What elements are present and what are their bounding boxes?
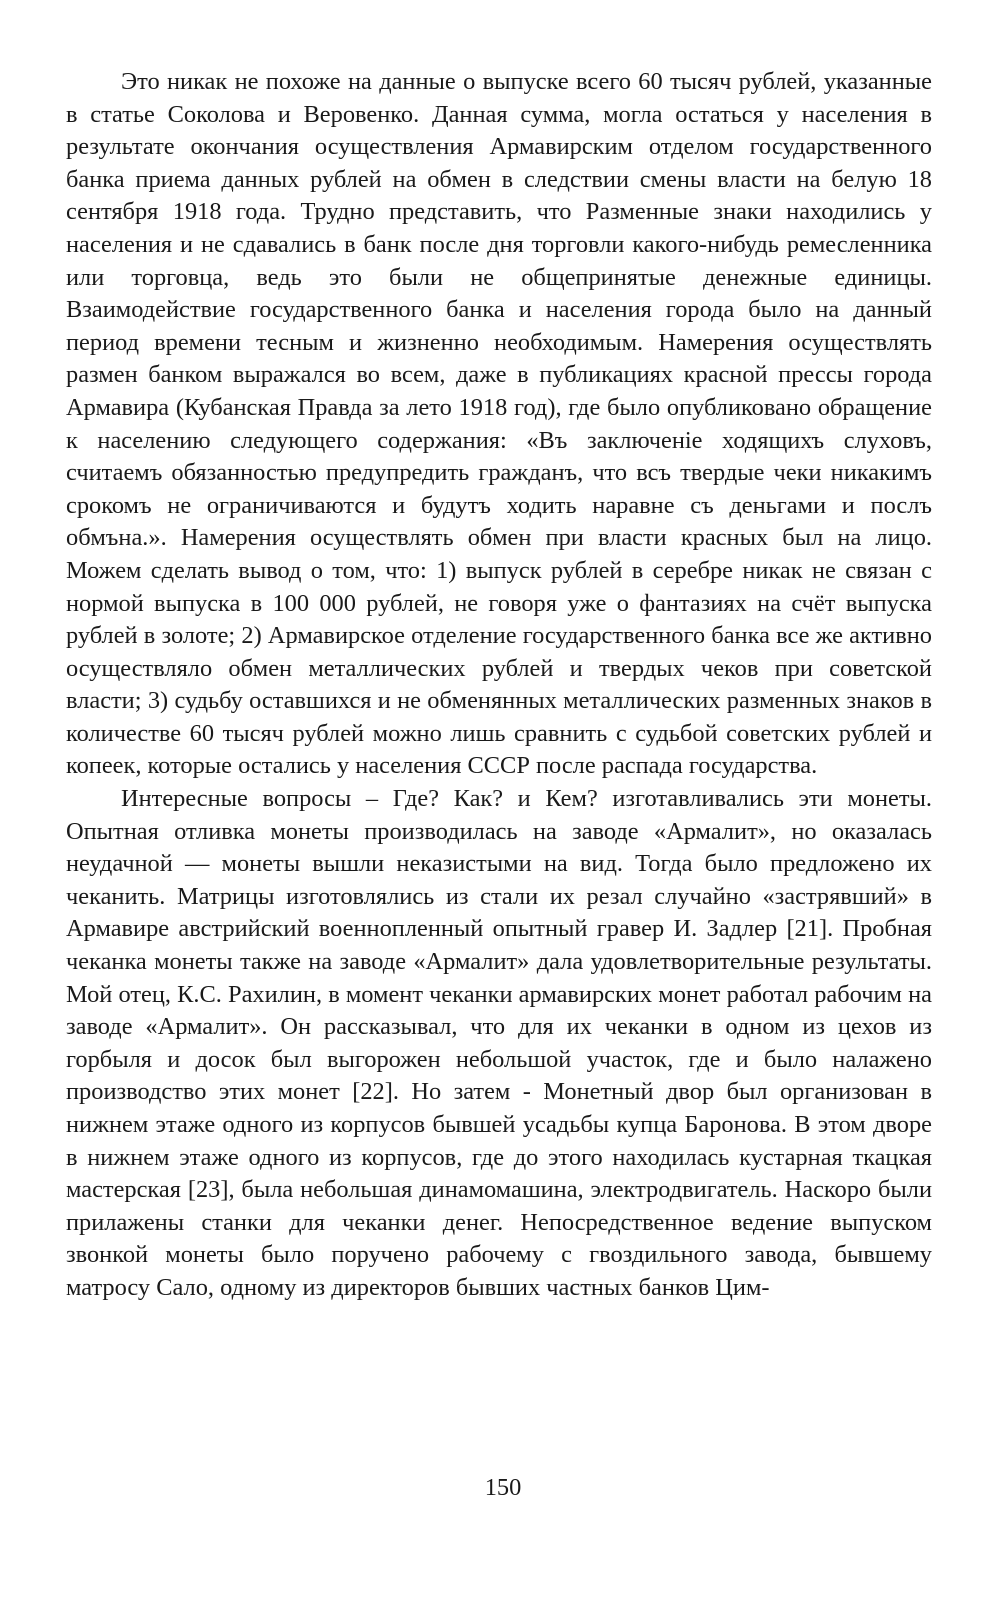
paragraph-1: Это никак не похоже на данные о выпуске всего 60 тысяч рублей, указанные в статье Соколова и Веровенко. Данная сумма, могла остаться у населения в результате окончания осуществления Армавирским отделом государственного банка приема данных рублей на обмен в следствии смены власти на белую 18 сентября 1918 года. Трудно представить, что Разменные знаки находились у населения и не сдавались в банк после дня торговли какого-нибудь ремесленника или торговца, ведь это были не общепринятые денежные единицы. Взаимодействие государственного банка и населения города было на данный период времени тесным и жизненно необходимым. Намерения осуществлять размен банком выражался во всем, даже в публикациях красной прессы города Армавира (Кубанская Правда за лето 1918 год), где было опубликовано обращение к населению следующего содержания: «Въ заключенiе ходящихъ слуховъ, считаемъ обязанностью предупредить гражданъ, что всъ твердые чеки никакимъ срокомъ не ограничиваются и будутъ ходить наравне съ деньгами и послъ обмъна.». Намерения осуществлять обмен при власти красных был на лицо. Можем сделать вывод о том, что: 1) выпуск рублей в серебре никак не связан с нормой выпуска в 100 000 рублей, не говоря уже о фантазиях на счёт выпуска рублей в золоте; 2) Армавирское отделение государственного банка все же активно осуществляло обмен металлических рублей и твердых чеков при советской власти; 3) судьбу оставшихся и не обменянных металлических разменных знаков в количестве 60 тысяч рублей можно лишь сравнить с судьбой советских рублей и копеек, которые остались у населения СССР после распада государства. [66,68,932,780]
page-number: 150 [484,1474,522,1501]
body-text [66,66,932,1305]
paragraph-2: Интересные вопросы – Где? Как? и Кем? изготавливались эти монеты. Опытная отливка монеты производилась на заводе «Армалит», но оказалась неудачной — монеты вышли неказистыми на вид. Тогда было предложено их чеканить. Матрицы изготовлялись из стали их резал случайно «застрявший» в Армавире австрийский военнопленный опытный гравер И. Задлер [21]. Пробная чеканка монеты также на заводе «Армалит» дала удовлетворительные результаты. Мой отец, К.С. Рахилин, в момент чеканки армавирских монет работал рабочим на заводе «Армалит». Он рассказывал, что для их чеканки в одном из цехов из горбыля и досок был выгорожен небольшой участок, где и было налажено производство этих монет [22]. Но затем - Монетный двор был организован в нижнем этаже одного из корпусов бывшей усадьбы купца Баронова. В этом дворе в нижнем этаже одного из корпусов, где до этого находилась кустарная ткацкая мастерская [23], была небольшая динамомашина, электродвигатель. Наскоро были прилажены станки для чеканки денег. Непосредственное ведение выпуском звонкой монеты было поручено рабочему с гвоздильного завода, бывшему матросу Сало, одному из директоров бывших частных банков Цим- [66,785,932,1301]
